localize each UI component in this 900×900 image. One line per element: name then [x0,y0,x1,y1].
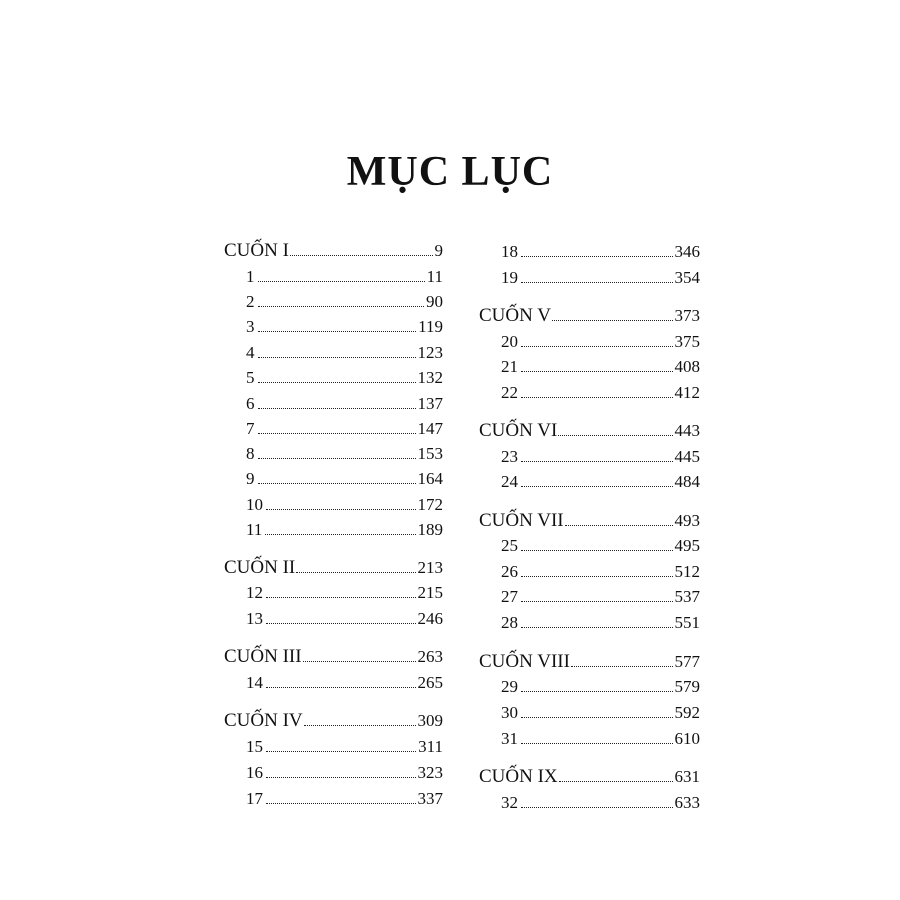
dot-leader [521,461,673,462]
toc-entry-page-number: 323 [417,763,443,782]
toc-entry-page-number: 579 [674,677,700,696]
toc-entry-label: 21 [501,357,518,376]
dot-leader [521,743,673,744]
dot-leader [266,623,416,624]
toc-chapter-entry [246,291,443,313]
toc-entry-page-number: 119 [418,317,443,336]
toc-entry-page-number: 631 [674,767,700,786]
toc-entry-label: 1 [246,267,255,286]
toc-entry-page-number: 265 [417,673,443,692]
page-title: MỤC LỤC [346,149,554,195]
toc-entry-label: 20 [501,332,518,351]
toc-chapter-entry [246,494,443,516]
dot-leader [521,807,673,808]
toc-entry-label: 26 [501,562,518,581]
toc-entry-label: 5 [246,368,255,387]
toc-entry-label: 30 [501,703,518,722]
toc-chapter-entry [501,586,700,608]
toc-entry-page-number: 633 [674,793,700,812]
toc-chapter-entry [501,382,700,404]
toc-entry-label: CUỐN VI [479,420,558,441]
dot-leader [290,255,433,256]
toc-entry-label: 24 [501,472,518,491]
toc-entry-page-number: 346 [674,242,700,261]
toc-entry-page-number: 375 [674,332,700,351]
toc-entry-page-number: 9 [434,241,443,260]
dot-leader [521,627,673,628]
toc-chapter-entry [246,342,443,364]
toc-entry-page-number: 551 [674,613,700,632]
dot-leader [266,687,416,688]
toc-entry-label: 17 [246,789,263,808]
toc-entry-page-number: 172 [417,495,443,514]
toc-entry-label: 28 [501,613,518,632]
toc-entry-label: CUỐN IV [224,710,303,731]
toc-entry-page-number: 493 [674,511,700,530]
toc-chapter-entry [246,266,443,288]
dot-leader [258,357,416,358]
dot-leader [559,781,673,782]
toc-chapter-entry [246,582,443,604]
toc-entry-label: 11 [246,520,263,539]
toc-book-entry [479,651,700,673]
toc-entry-page-number: 537 [674,587,700,606]
toc-chapter-entry [246,788,443,810]
dot-leader [521,397,673,398]
toc-book-entry [224,710,443,732]
dot-leader [266,803,416,804]
toc-book-entry [479,510,700,532]
toc-chapter-entry [246,443,443,465]
toc-entry-page-number: 132 [417,368,443,387]
toc-entry-page-number: 123 [417,343,443,362]
toc-entry-page-number: 309 [417,711,443,730]
toc-book-entry [479,766,700,788]
toc-entry-page-number: 215 [417,583,443,602]
dot-leader [258,382,416,383]
toc-chapter-entry [501,561,700,583]
dot-leader [521,717,673,718]
toc-chapter-entry [246,672,443,694]
dot-leader [258,433,416,434]
toc-entry-label: 9 [246,469,255,488]
dot-leader [521,576,673,577]
toc-book-entry [479,305,700,327]
toc-entry-page-number: 246 [417,609,443,628]
toc-chapter-entry [501,356,700,378]
dot-leader [303,661,416,662]
toc-chapter-entry [246,519,443,541]
dot-leader [565,525,673,526]
toc-entry-label: 7 [246,419,255,438]
toc-entry-label: 25 [501,536,518,555]
toc-entry-label: CUỐN I [224,240,289,261]
toc-entry-page-number: 443 [674,421,700,440]
toc-entry-page-number: 610 [674,729,700,748]
toc-entry-label: 4 [246,343,255,362]
dot-leader [266,777,416,778]
toc-entry-page-number: 189 [417,520,443,539]
toc-book-entry [224,646,443,668]
toc-entry-label: 2 [246,292,255,311]
toc-entry-page-number: 592 [674,703,700,722]
dot-leader [521,486,673,487]
toc-entry-label: 31 [501,729,518,748]
toc-entry-page-number: 90 [426,292,443,311]
toc-entry-label: 19 [501,268,518,287]
toc-chapter-entry [501,612,700,634]
dot-leader [521,256,673,257]
toc-entry-label: 23 [501,447,518,466]
dot-leader [521,601,673,602]
toc-chapter-entry [246,367,443,389]
toc-chapter-entry [501,702,700,724]
toc-chapter-entry [501,792,700,814]
toc-entry-label: CUỐN VIII [479,651,570,672]
toc-entry-page-number: 137 [417,394,443,413]
toc-chapter-entry [246,418,443,440]
dot-leader [258,408,416,409]
toc-entry-label: CUỐN III [224,646,302,667]
toc-entry-label: CUỐN V [479,305,551,326]
toc-entry-label: 18 [501,242,518,261]
toc-entry-label: 12 [246,583,263,602]
toc-entry-page-number: 445 [674,447,700,466]
dot-leader [258,483,416,484]
dot-leader [521,282,673,283]
toc-entry-label: 22 [501,383,518,402]
toc-entry-label: 10 [246,495,263,514]
toc-entry-page-number: 164 [417,469,443,488]
dot-leader [521,371,673,372]
toc-entry-page-number: 311 [418,737,443,756]
toc-entry-page-number: 408 [674,357,700,376]
toc-chapter-entry [501,446,700,468]
dot-leader [558,435,672,436]
toc-book-entry [224,240,443,262]
toc-entry-page-number: 373 [674,306,700,325]
toc-chapter-entry [246,468,443,490]
dot-leader [266,509,416,510]
toc-entry-label: 8 [246,444,255,463]
toc-chapter-entry [246,762,443,784]
toc-entry-page-number: 263 [417,647,443,666]
dot-leader [296,572,415,573]
toc-chapter-entry [246,316,443,338]
dot-leader [521,691,673,692]
toc-entry-label: 16 [246,763,263,782]
toc-entry-page-number: 412 [674,383,700,402]
toc-chapter-entry [246,393,443,415]
toc-entry-label: 3 [246,317,255,336]
dot-leader [521,346,673,347]
toc-entry-label: 14 [246,673,263,692]
dot-leader [258,306,425,307]
toc-entry-label: 13 [246,609,263,628]
toc-chapter-entry [501,535,700,557]
toc-entry-label: 29 [501,677,518,696]
dot-leader [266,751,416,752]
toc-chapter-entry [501,728,700,750]
toc-entry-page-number: 495 [674,536,700,555]
toc-book-entry [224,557,443,579]
dot-leader [258,281,425,282]
dot-leader [258,331,417,332]
toc-entry-label: 32 [501,793,518,812]
dot-leader [571,666,673,667]
toc-entry-page-number: 147 [417,419,443,438]
toc-chapter-entry [501,331,700,353]
toc-entry-label: CUỐN IX [479,766,558,787]
toc-entry-page-number: 484 [674,472,700,491]
toc-entry-label: 6 [246,394,255,413]
toc-entry-label: CUỐN II [224,557,296,578]
toc-chapter-entry [246,736,443,758]
toc-entry-label: 27 [501,587,518,606]
dot-leader [265,534,415,535]
toc-entry-page-number: 337 [417,789,443,808]
dot-leader [258,458,416,459]
dot-leader [552,320,673,321]
toc-entry-page-number: 11 [426,267,443,286]
toc-entry-page-number: 153 [417,444,443,463]
toc-chapter-entry [501,471,700,493]
toc-chapter-entry [501,241,700,263]
toc-entry-page-number: 512 [674,562,700,581]
dot-leader [304,725,416,726]
toc-entry-label: 15 [246,737,263,756]
dot-leader [266,597,416,598]
toc-entry-page-number: 577 [674,652,700,671]
toc-chapter-entry [501,267,700,289]
dot-leader [521,550,673,551]
toc-entry-label: CUỐN VII [479,510,564,531]
toc-entry-page-number: 354 [674,268,700,287]
toc-book-entry [479,420,700,442]
toc-chapter-entry [501,676,700,698]
toc-entry-page-number: 213 [417,558,443,577]
toc-chapter-entry [246,608,443,630]
